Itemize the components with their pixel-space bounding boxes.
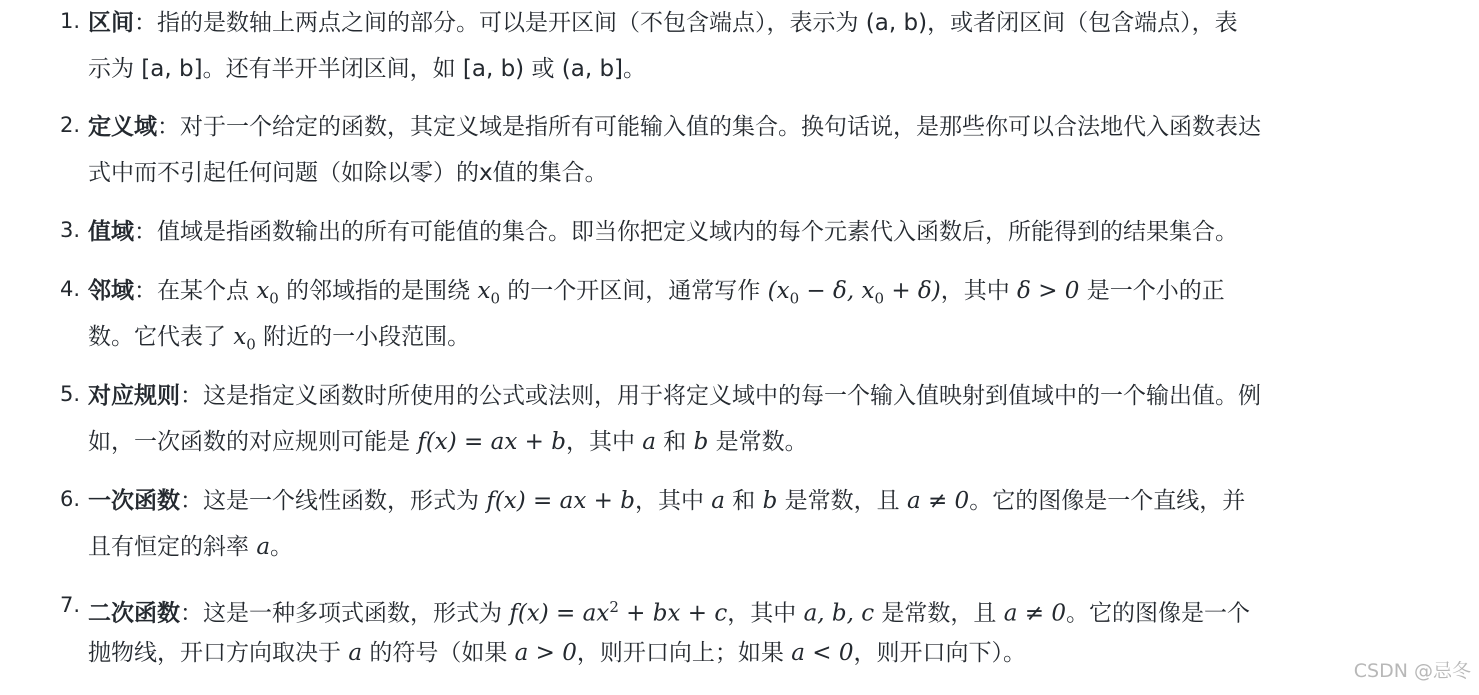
math-interval: + δ) <box>884 278 941 304</box>
math-condition: δ > 0 <box>1017 278 1080 304</box>
item-line: 的邻域指的是围绕 <box>278 278 478 304</box>
math-sub: 0 <box>874 289 885 308</box>
math-sub: 0 <box>269 289 279 308</box>
math-var: b <box>693 429 709 455</box>
item-text <box>88 478 1448 570</box>
item-line: 数。它代表了 <box>88 324 234 350</box>
item-line: 式中而不引起任何问题（如除以零）的x值的集合。 <box>88 160 608 186</box>
item-line: 如，一次函数的对应规则可能是 <box>88 429 418 455</box>
math-sup: 2 <box>609 598 619 616</box>
math-var: a <box>256 534 271 560</box>
math-formula: f(x) = ax <box>509 600 610 627</box>
item-line: ，则开口向下）。 <box>853 640 1026 666</box>
watermark: CSDN @忌冬 <box>1353 660 1471 682</box>
math-sub: 0 <box>490 289 500 308</box>
item-line: 附近的一小段范围。 <box>255 324 471 350</box>
item-line: ：这是一个线性函数，形式为 <box>180 488 487 514</box>
math-var: x <box>233 324 247 350</box>
item-line: 和 <box>655 429 694 455</box>
math-condition: a > 0 <box>514 640 577 666</box>
item-number: 1. <box>59 9 80 33</box>
item-line: ，其中 <box>565 429 643 455</box>
item-term: 邻域 <box>88 278 134 304</box>
item-line: 是常数，且 <box>874 600 1004 627</box>
math-condition: a ≠ 0 <box>906 488 970 514</box>
math-condition: a < 0 <box>791 640 854 666</box>
item-term: 值域 <box>88 219 134 245</box>
item-number: 2. <box>59 113 80 137</box>
math-formula: f(x) = ax + b <box>417 429 566 455</box>
item-line: ，其中 <box>634 488 712 514</box>
item-line: 示为 [a, b]。还有半开半闭区间，如 [a, b) 或 (a, b]。 <box>88 56 647 82</box>
item-number: 5. <box>59 382 80 406</box>
math-interval: (x <box>767 278 790 304</box>
item-line: 是一个小的正 <box>1079 278 1225 304</box>
item-line: 是常数，且 <box>777 488 907 514</box>
math-formula: + bx + c <box>618 600 728 627</box>
item-line: 的符号（如果 <box>362 640 515 666</box>
item-line: 且有恒定的斜率 <box>88 534 257 560</box>
item-line: ，其中 <box>940 278 1018 304</box>
math-var: a <box>711 488 725 514</box>
item-text <box>88 268 1448 360</box>
math-condition: a ≠ 0 <box>1003 600 1066 627</box>
math-formula: f(x) = ax + b <box>486 488 635 514</box>
item-text <box>88 209 1448 255</box>
item-line: ：在某个点 <box>134 278 257 304</box>
math-sub: 0 <box>789 289 800 308</box>
item-term: 一次函数 <box>88 488 180 514</box>
item-line: ：对于一个给定的函数，其定义域是指所有可能输入值的集合。换句话说，是那些你可以合法地代入函数表达 <box>157 114 1261 140</box>
item-line: 的一个开区间，通常写作 <box>500 278 768 304</box>
item-line: ：这是一种多项式函数，形式为 <box>180 600 510 627</box>
item-line: ：这是指定义函数时所使用的公式或法则，用于将定义域中的每一个输入值映射到值域中的一个输出值。例 <box>180 383 1261 409</box>
item-number: 3. <box>59 218 80 242</box>
math-interval: − δ, x <box>799 278 875 304</box>
item-line: 。它的图像是一个直线，并 <box>969 488 1246 514</box>
item-text <box>88 584 1448 676</box>
item-line: 和 <box>724 488 763 514</box>
item-line: 。它的图像是一个 <box>1066 600 1250 627</box>
math-sub: 0 <box>246 335 256 354</box>
math-var: a <box>642 429 656 455</box>
item-text <box>88 373 1448 465</box>
item-number: 7. <box>59 593 80 617</box>
item-line: 是常数。 <box>708 429 808 455</box>
math-var: a <box>348 640 363 666</box>
math-vars: a, b, c <box>803 600 875 627</box>
item-term: 二次函数 <box>88 600 180 627</box>
item-number: 4. <box>59 277 80 301</box>
math-var: x <box>256 278 270 304</box>
item-term: 对应规则 <box>88 383 180 409</box>
item-term: 区间 <box>88 10 134 36</box>
item-line: 抛物线，开口方向取决于 <box>88 640 349 666</box>
item-line: ，则开口向上；如果 <box>576 640 792 666</box>
math-var: b <box>762 488 778 514</box>
item-text <box>88 0 1448 92</box>
math-var: x <box>477 278 491 304</box>
item-number: 6. <box>59 487 80 511</box>
item-line: 。 <box>270 534 294 560</box>
item-text <box>88 104 1448 196</box>
item-line: ：值域是指函数输出的所有可能值的集合。即当你把定义域内的每个元素代入函数后，所能得到的结果集合。 <box>134 219 1238 245</box>
item-line: ：指的是数轴上两点之间的部分。可以是开区间（不包含端点），表示为 (a, b)，或者闭区间（包含端点），表 <box>134 10 1238 36</box>
item-term: 定义域 <box>88 114 157 140</box>
item-line: ，其中 <box>727 600 804 627</box>
